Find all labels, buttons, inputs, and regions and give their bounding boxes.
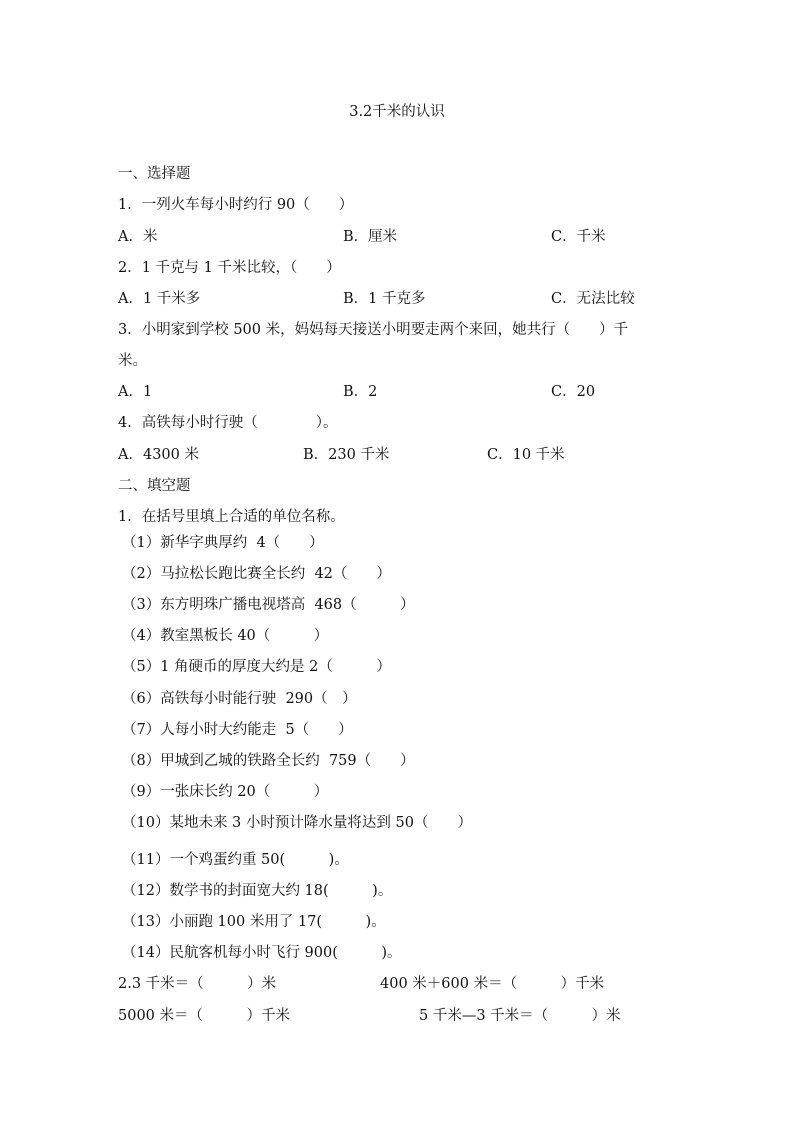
fill-item-7: （7）人每小时大约能走 5（ ） (122, 722, 353, 738)
question-3-stem-line1: 3．小明家到学校 500 米，妈妈每天接送小明要走两个来回，她共行（ ）千 (118, 322, 629, 338)
fill-item-11: （11）一个鸡蛋约重 50( )。 (122, 852, 349, 868)
fill-item-3: （3）东方明珠广播电视塔高 468（ ） (122, 597, 415, 613)
fill-item-8: （8）甲城到乙城的铁路全长约 759（ ） (122, 753, 415, 769)
fill-item-12: （12）数学书的封面宽大约 18( )。 (122, 883, 393, 899)
question-2-stem: 2．1 千克与 1 千米比较，（ ） (118, 260, 341, 276)
fill-item-2: （2）马拉松长跑比赛全长约 42（ ） (122, 566, 391, 582)
question-4-stem: 4．高铁每小时行驶（ ）。 (118, 415, 338, 431)
question-3-option-a: A．1 (118, 384, 153, 400)
fill-item-14: （14）民航客机每小时飞行 900( )。 (122, 945, 402, 961)
fill-item-4: （4）教室黑板长 40（ ） (122, 628, 329, 644)
fill-item-1: （1）新华字典厚约 4（ ） (122, 535, 324, 551)
question-1-stem: 1．一列火车每小时约行 90（ ） (118, 197, 354, 213)
question-2-option-a: A．1 千米多 (118, 291, 201, 307)
fill-question-1-stem: 1．在括号里填上合适的单位名称。 (118, 509, 345, 525)
fill-item-13: （13）小丽跑 100 米用了 17( )。 (122, 914, 386, 930)
question-4-option-a: A．4300 米 (118, 447, 199, 463)
fill-item-10: （10）某地未来 3 小时预计降水量将达到 50（ ） (122, 815, 472, 831)
conversion-1-right: 400 米＋600 米＝（ ）千米 (380, 976, 605, 992)
question-3-stem-line2: 米。 (118, 353, 147, 369)
fill-item-5: （5）1 角硬币的厚度大约是 2（ ） (122, 659, 391, 675)
fill-item-6: （6）高铁每小时能行驶 290（ ） (122, 691, 357, 707)
question-3-option-b: B．2 (343, 384, 378, 400)
conversion-2-right: 5 千米—3 千米＝（ ）米 (419, 1008, 621, 1024)
question-4-option-b: B．230 千米 (303, 447, 390, 463)
conversion-2-left: 5000 米＝（ ）千米 (118, 1008, 291, 1024)
fill-item-9: （9）一张床长约 20（ ） (122, 784, 329, 800)
question-2-option-b: B．1 千克多 (343, 291, 426, 307)
question-4-option-c: C．10 千米 (487, 447, 565, 463)
conversion-1-left: 2.3 千米＝（ ）米 (118, 976, 277, 992)
section-heading-choice: 一、选择题 (118, 166, 191, 182)
question-2-option-c: C．无法比较 (551, 291, 635, 307)
question-1-option-b: B．厘米 (343, 229, 398, 245)
question-3-option-c: C．20 (551, 384, 596, 400)
question-1-option-c: C．千米 (551, 229, 606, 245)
question-1-option-a: A．米 (118, 229, 158, 245)
page-title: 3.2千米的认识 (349, 104, 445, 120)
section-heading-fill: 二、填空题 (118, 478, 191, 494)
